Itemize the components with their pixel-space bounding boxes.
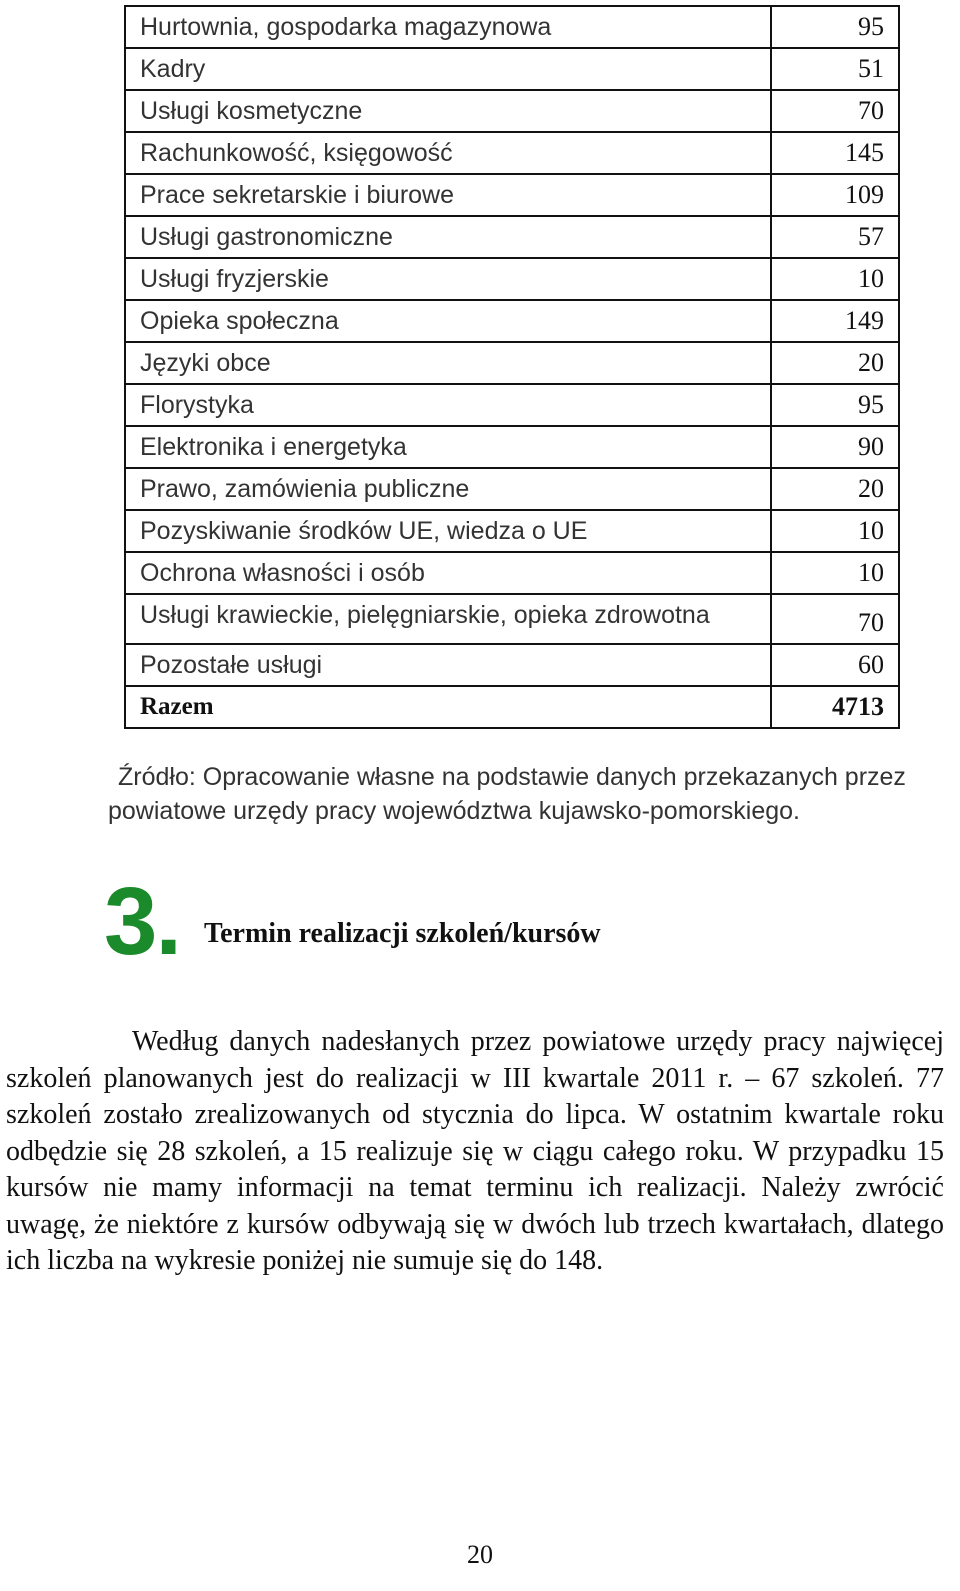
row-label: Opieka społeczna — [125, 300, 771, 342]
row-value: 109 — [771, 174, 899, 216]
table-row — [125, 594, 899, 644]
section-title: Termin realizacji szkoleń/kursów — [204, 918, 601, 949]
table-row — [125, 342, 899, 384]
table-row — [125, 510, 899, 552]
table-row — [125, 300, 899, 342]
row-label: Usługi fryzjerskie — [125, 258, 771, 300]
row-value: 90 — [771, 426, 899, 468]
row-label: Usługi kosmetyczne — [125, 90, 771, 132]
body-paragraph: Według danych nadesłanych przez powiatowe urzędy pracy najwięcej szkoleń planowanych jest do realizacji w III kwartale 2011 r. – 67 szkoleń. 77 szkoleń zostało zrealizowanych od stycznia do lipca. W ostatnim kwartale roku odbędzie się 28 szkoleń, a 15 realizuje się w ciągu całego roku. W przypadku 15 kursów nie mamy informacji na temat terminu ich realizacji. Należy zwrócić uwagę, że niektóre z kursów odbywają się w dwóch lub trzech kwartałach, dlatego ich liczba na wykresie poniżej nie sumuje się do 148. — [6, 1026, 944, 1276]
row-value: 70 — [771, 90, 899, 132]
row-value: 51 — [771, 48, 899, 90]
source-note — [108, 760, 908, 828]
total-label: Razem — [125, 686, 771, 728]
row-value: 95 — [771, 384, 899, 426]
row-label: Hurtownia, gospodarka magazynowa — [125, 6, 771, 48]
row-value: 10 — [771, 552, 899, 594]
row-value: 70 — [771, 594, 899, 644]
row-value: 10 — [771, 510, 899, 552]
row-label: Kadry — [125, 48, 771, 90]
row-value: 95 — [771, 6, 899, 48]
table-row — [125, 132, 899, 174]
row-label: Florystyka — [125, 384, 771, 426]
table-row — [125, 216, 899, 258]
table-row — [125, 6, 899, 48]
row-value: 20 — [771, 342, 899, 384]
row-value: 145 — [771, 132, 899, 174]
row-label: Języki obce — [125, 342, 771, 384]
row-value: 10 — [771, 258, 899, 300]
row-label: Prawo, zamówienia publiczne — [125, 468, 771, 510]
row-label: Usługi gastronomiczne — [125, 216, 771, 258]
row-value: 149 — [771, 300, 899, 342]
training-table-body — [125, 6, 899, 728]
row-label: Pozyskiwanie środków UE, wiedza o UE — [125, 510, 771, 552]
source-line-2: powiatowe urzędy pracy województwa kujawsko-pomorskiego. — [108, 797, 800, 825]
total-value: 4713 — [771, 686, 899, 728]
section-number: 3. — [104, 868, 181, 975]
row-label: Prace sekretarskie i biurowe — [125, 174, 771, 216]
table-row — [125, 174, 899, 216]
table-row — [125, 384, 899, 426]
row-label: Pozostałe usługi — [125, 644, 771, 686]
row-value: 60 — [771, 644, 899, 686]
table-row — [125, 258, 899, 300]
page-number: 20 — [467, 1540, 493, 1569]
row-value: 57 — [771, 216, 899, 258]
source-line-1: Źródło: Opracowanie własne na podstawie danych przekazanych przez — [118, 763, 906, 791]
table-row — [125, 48, 899, 90]
table-row — [125, 426, 899, 468]
row-label: Elektronika i energetyka — [125, 426, 771, 468]
table-row — [125, 90, 899, 132]
table-total-row — [125, 686, 899, 728]
table-row — [125, 644, 899, 686]
training-table — [124, 5, 900, 729]
table-row — [125, 468, 899, 510]
row-label: Usługi krawieckie, pielęgniarskie, opieka zdrowotna — [125, 594, 771, 644]
row-label: Ochrona własności i osób — [125, 552, 771, 594]
row-value: 20 — [771, 468, 899, 510]
row-label: Rachunkowość, księgowość — [125, 132, 771, 174]
table-row — [125, 552, 899, 594]
